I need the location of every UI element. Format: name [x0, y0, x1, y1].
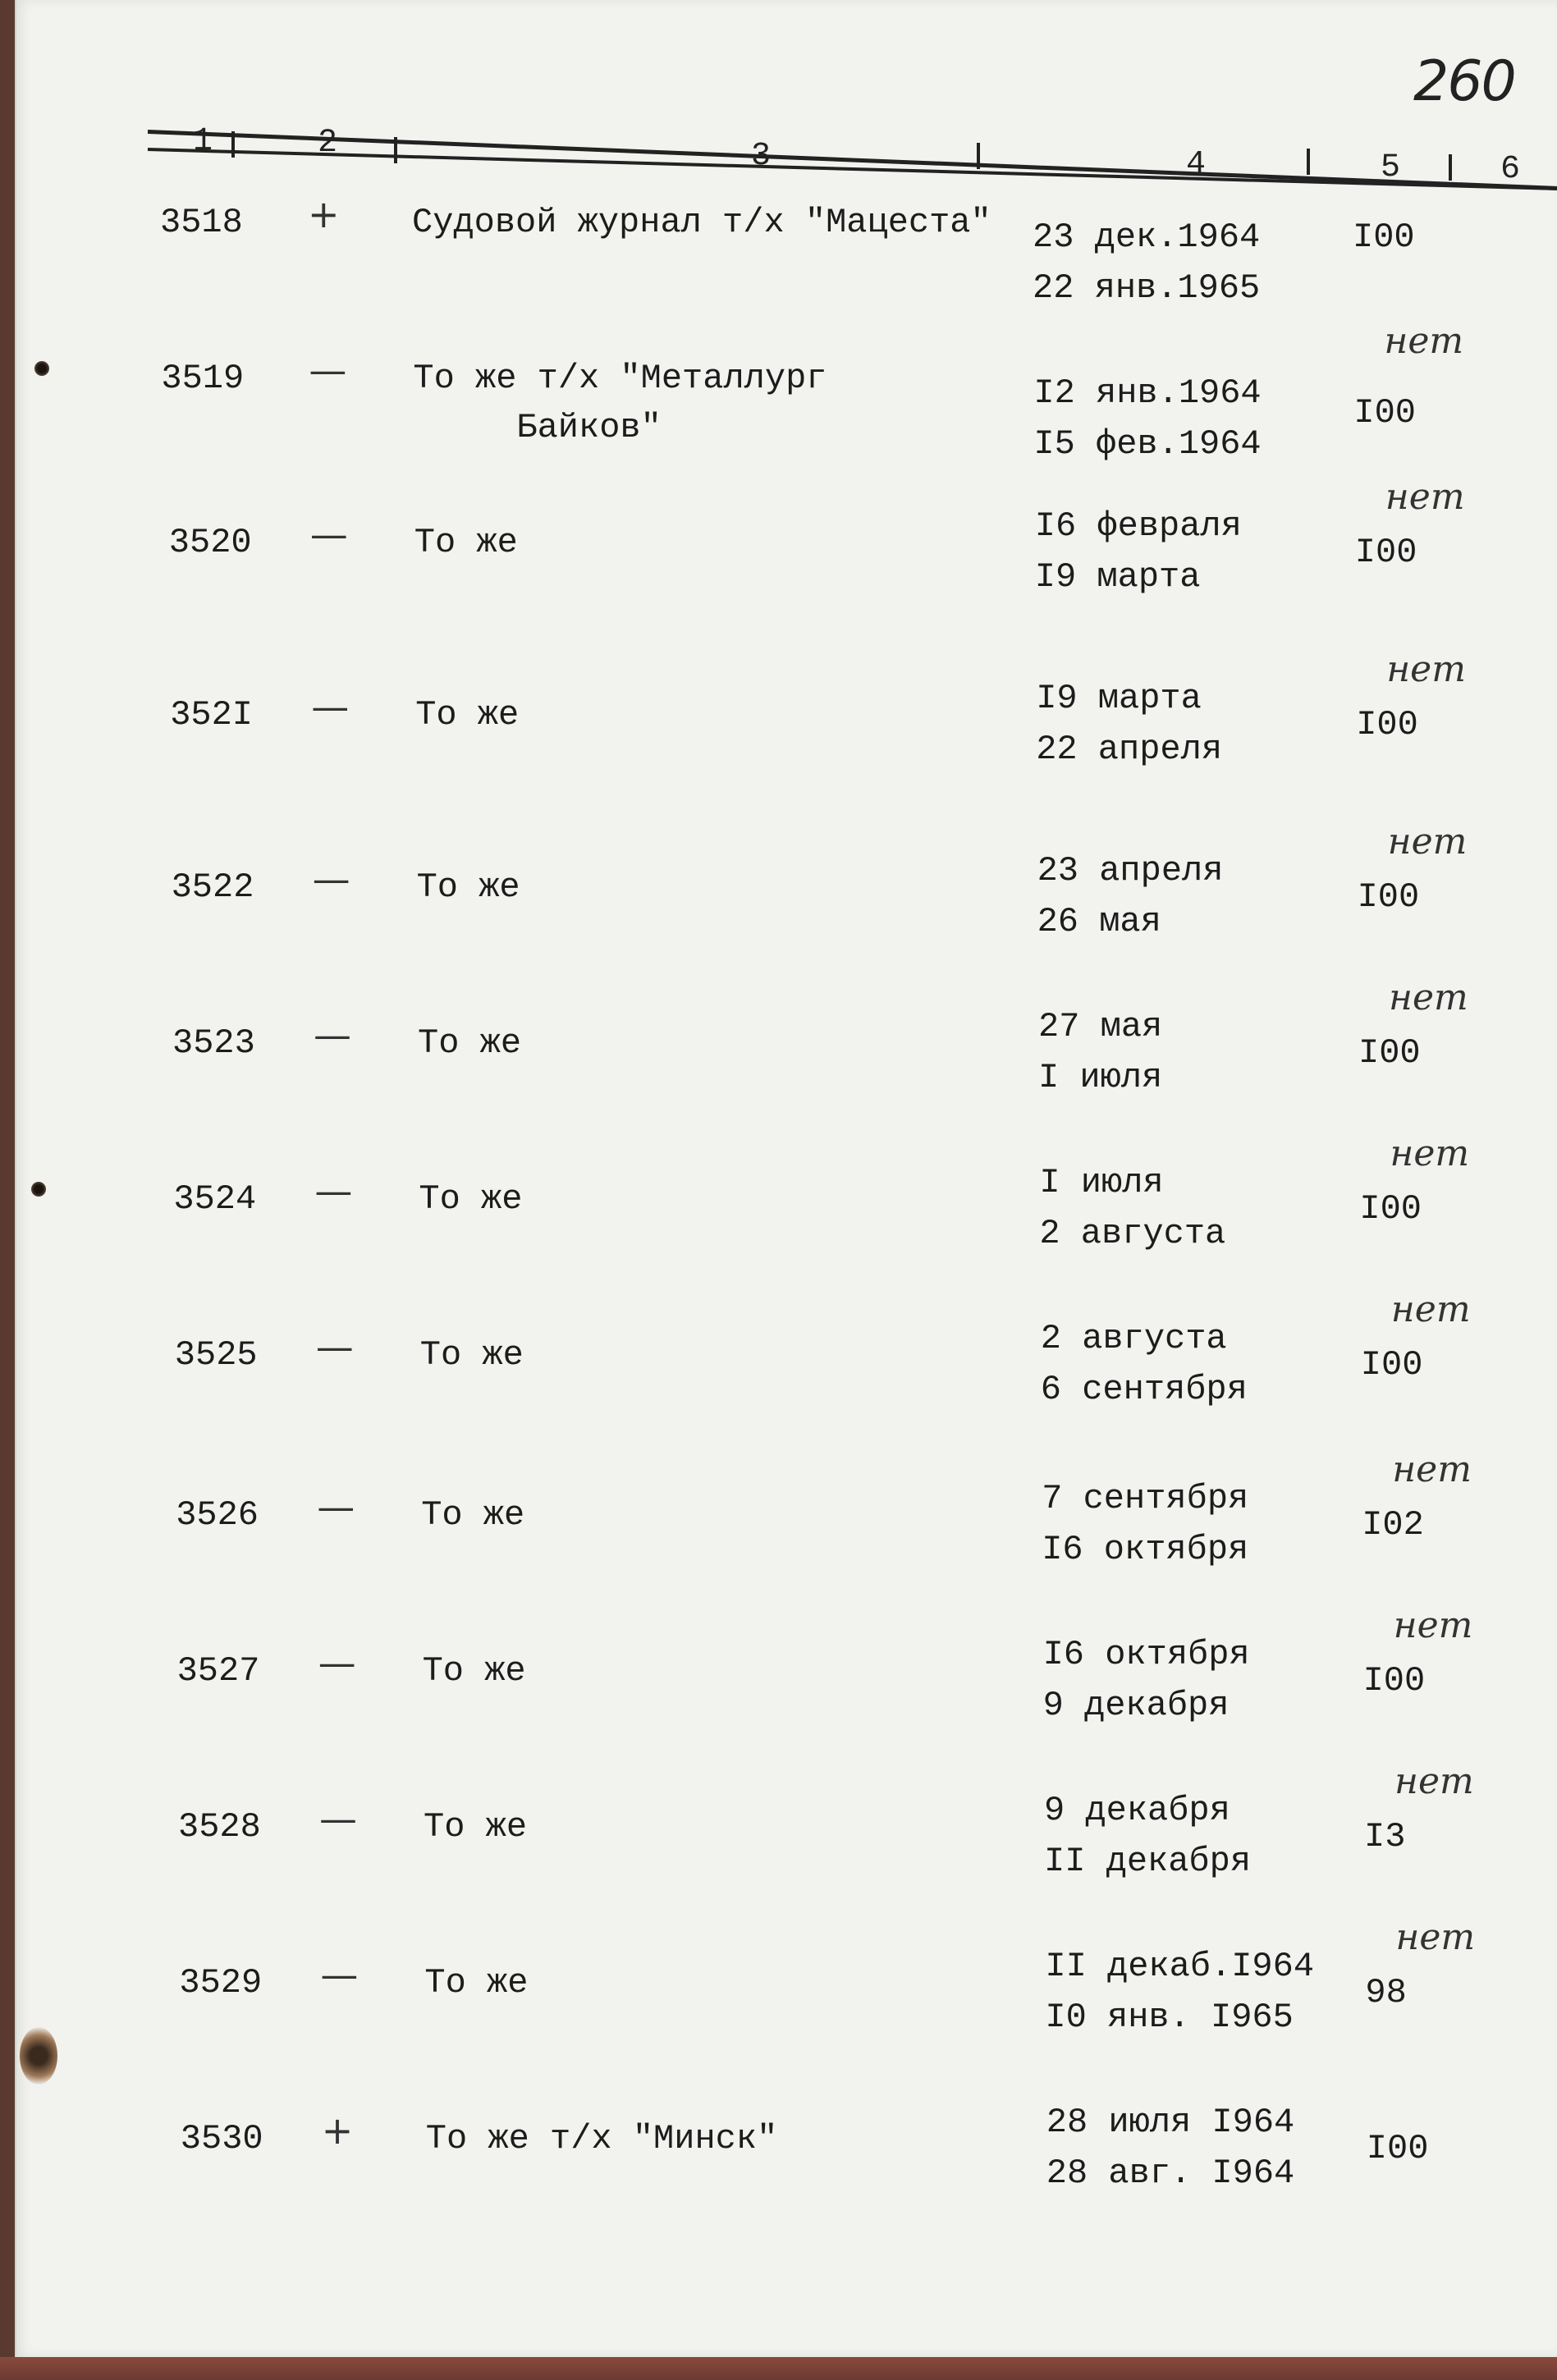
- sheet-count: I3: [1364, 1817, 1406, 1856]
- date-end: II декабря: [1044, 1842, 1252, 1881]
- record-title: То же: [415, 695, 520, 735]
- sheet-count: I00: [1357, 877, 1420, 917]
- date-end: 26 мая: [1037, 902, 1161, 941]
- record-number: 3526: [176, 1495, 259, 1535]
- date-start: I июля: [1039, 1163, 1164, 1202]
- table-row: [16, 1760, 1557, 1933]
- sheet-count: I00: [1354, 533, 1417, 572]
- column-number-3: 3: [751, 138, 772, 175]
- dash-mark: —: [312, 857, 350, 901]
- date-end: I0 янв. I965: [1045, 1998, 1294, 2037]
- column-divider-tick: [977, 143, 980, 169]
- record-title: То же: [418, 1023, 522, 1063]
- date-start: I6 октября: [1042, 1635, 1250, 1674]
- date-start: 23 дек.1964: [1033, 217, 1261, 257]
- record-number: 3519: [161, 359, 245, 398]
- record-title: То же: [419, 1179, 523, 1219]
- record-number: 3523: [172, 1023, 255, 1063]
- dash-mark: —: [314, 1013, 351, 1057]
- date-end: 22 янв.1965: [1033, 268, 1261, 308]
- table-row: [16, 1449, 1557, 1621]
- record-number: 3530: [180, 2119, 263, 2158]
- dash-mark: —: [318, 1641, 356, 1685]
- table-row: [16, 476, 1557, 648]
- date-start: 28 июля I964: [1046, 2103, 1295, 2142]
- table-row: [16, 2089, 1557, 2245]
- record-title: То же: [424, 1807, 528, 1847]
- column-number-2: 2: [318, 125, 338, 162]
- column-number-1: 1: [193, 123, 213, 160]
- handwritten-note: нет: [1390, 1133, 1470, 1174]
- handwritten-note: нет: [1387, 821, 1468, 863]
- table-row: [16, 1604, 1557, 1777]
- page-number: 260: [1413, 49, 1515, 114]
- table-row: [16, 1133, 1557, 1305]
- binding-edge: [0, 2357, 1557, 2380]
- record-title: То же т/х "Минск": [425, 2119, 778, 2158]
- dash-mark: —: [320, 1952, 359, 1997]
- record-number: 3518: [160, 203, 243, 242]
- record-number: 3525: [174, 1335, 258, 1375]
- column-number-5: 5: [1381, 149, 1401, 186]
- date-start: 23 апреля: [1037, 851, 1224, 890]
- handwritten-note: нет: [1384, 320, 1464, 362]
- record-title: То же: [414, 523, 518, 562]
- dash-mark: —: [317, 1485, 355, 1529]
- date-start: I9 марта: [1036, 679, 1202, 718]
- sheet-count: I00: [1356, 705, 1418, 744]
- dash-mark: —: [319, 1796, 357, 1841]
- date-end: 22 апреля: [1036, 730, 1223, 769]
- date-end: 2 августа: [1039, 1214, 1226, 1253]
- sheet-count: I00: [1362, 1661, 1426, 1700]
- table-row: [16, 977, 1557, 1149]
- table-row: [16, 320, 1557, 509]
- sheet-count: I00: [1359, 1189, 1422, 1229]
- dash-mark: —: [315, 1325, 354, 1369]
- sheet-count: I00: [1366, 2129, 1429, 2168]
- handwritten-note: нет: [1386, 648, 1466, 690]
- column-number-4: 4: [1186, 146, 1207, 183]
- record-number: 352I: [170, 695, 254, 735]
- record-title: То же т/х "Металлург: [413, 359, 827, 398]
- record-title: Судовой журнал т/х "Мацеста": [412, 203, 991, 242]
- sheet-count: 98: [1365, 1973, 1407, 2012]
- record-number: 3527: [176, 1651, 260, 1691]
- date-end: 28 авг. I964: [1046, 2153, 1295, 2193]
- cross-mark: +: [321, 2108, 354, 2153]
- table-row: [16, 648, 1557, 821]
- handwritten-note: нет: [1385, 476, 1465, 518]
- header-rule-bottom: [148, 148, 1557, 190]
- record-number: 3524: [173, 1179, 257, 1219]
- date-end: I6 октября: [1042, 1530, 1249, 1569]
- handwritten-note: нет: [1394, 1760, 1474, 1802]
- date-end: I5 фев.1964: [1033, 424, 1262, 464]
- cross-mark: +: [308, 192, 340, 236]
- date-start: 27 мая: [1038, 1007, 1163, 1046]
- record-title: То же: [424, 1963, 529, 2002]
- dash-mark: —: [314, 1169, 353, 1213]
- dash-mark: —: [309, 348, 347, 392]
- sheet-count: I02: [1362, 1505, 1424, 1545]
- record-number: 3522: [171, 867, 254, 907]
- column-divider-tick: [394, 137, 397, 163]
- date-end: I июля: [1038, 1058, 1163, 1097]
- handwritten-note: нет: [1393, 1604, 1473, 1646]
- date-start: I6 февраля: [1034, 506, 1242, 546]
- column-divider-tick: [1449, 154, 1452, 181]
- sheet-count: I00: [1358, 1033, 1421, 1073]
- record-title: То же: [416, 867, 520, 907]
- record-number: 3529: [179, 1963, 263, 2002]
- sheet-count: I00: [1353, 393, 1417, 433]
- date-end: I9 марта: [1034, 557, 1201, 597]
- date-start: 7 сентября: [1042, 1479, 1249, 1518]
- date-end: 6 сентября: [1040, 1370, 1248, 1409]
- dash-mark: —: [311, 684, 350, 729]
- record-number: 3528: [178, 1807, 261, 1847]
- record-number: 3520: [168, 523, 252, 562]
- date-start: 2 августа: [1040, 1319, 1227, 1358]
- dash-mark: —: [309, 512, 348, 556]
- table-row: [16, 821, 1557, 993]
- handwritten-note: нет: [1389, 977, 1468, 1018]
- handwritten-note: нет: [1395, 1916, 1476, 1958]
- record-title-continued: Байков": [516, 408, 662, 447]
- handwritten-note: нет: [1390, 1288, 1471, 1330]
- record-title: То же: [421, 1495, 525, 1535]
- table-row: [16, 1288, 1557, 1461]
- document-page: [15, 0, 1557, 2357]
- column-number-6: 6: [1500, 151, 1521, 188]
- table-row: [16, 192, 1557, 353]
- column-divider-tick: [1307, 149, 1310, 175]
- date-start: I2 янв.1964: [1033, 373, 1262, 413]
- handwritten-note: нет: [1392, 1449, 1472, 1490]
- table-row: [16, 1916, 1557, 2089]
- date-start: 9 декабря: [1044, 1791, 1230, 1830]
- record-title: То же: [419, 1335, 524, 1375]
- sheet-count: I00: [1360, 1345, 1423, 1385]
- date-end: 9 декабря: [1042, 1686, 1230, 1725]
- date-start: II декаб.I964: [1045, 1947, 1315, 1986]
- column-divider-tick: [231, 131, 235, 158]
- record-title: То же: [422, 1651, 526, 1691]
- sheet-count: I00: [1353, 217, 1415, 257]
